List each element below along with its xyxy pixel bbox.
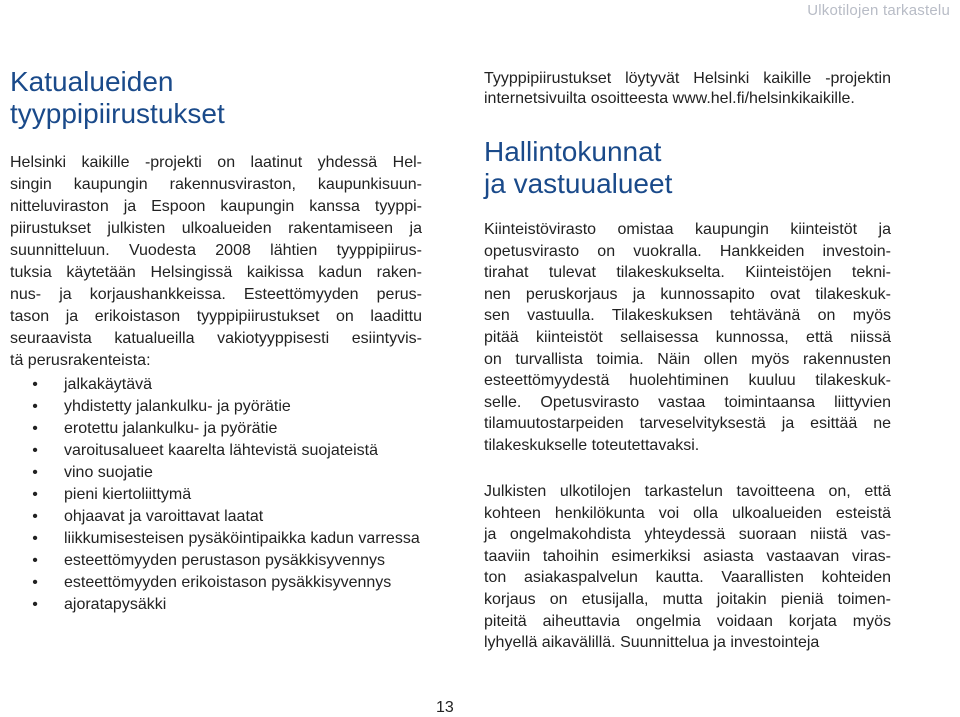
list-item-text: esteettömyyden erikoistason pysäkkisyvennys [64, 574, 392, 591]
paragraph-line: korjaus on etusijalla, mutta joitakin pieniä toimen- [484, 590, 891, 608]
page-title-line-2: tyyppipiirustukset [10, 98, 225, 129]
list-item [30, 396, 430, 418]
bullet-dot-icon: • [32, 442, 38, 459]
paragraph-line: tirahat tulevat tilakeskukselta. Kiinteistöjen tekni- [484, 264, 891, 282]
bullet-dot-icon: • [32, 596, 38, 613]
paragraph-line: kohteen henkilökunta voi olla ulkoalueiden esteistä [484, 504, 891, 522]
list-item-text: yhdistetty jalankulku- ja pyörätie [64, 398, 291, 415]
list-item-text: jalkakäytävä [64, 376, 153, 393]
paragraph-line: ton asiakaspalvelun kautta. Vaarallisten kohteiden [484, 569, 891, 587]
list-item-text: ajoratapysäkki [64, 596, 167, 613]
list-item [30, 418, 430, 440]
paragraph-line: taaviin tahoihin esimerkiksi asiasta vastaavan viras- [484, 547, 891, 565]
bullet-dot-icon: • [32, 376, 38, 393]
paragraph-line: tilakeskukselle toteutettavaksi. [484, 436, 700, 454]
paragraph-line: opetusvirasto on vuokralla. Hankkeiden investoin- [484, 242, 891, 260]
paragraph-line: lyhyellä aikavälillä. Suunnittelua ja investointeja [484, 634, 820, 652]
paragraph-line: esteettömyydestä huolehtiminen kuuluu tilakeskuk- [484, 372, 891, 390]
paragraph-line: on turvallista toimia. Näin ollen myös rakennusten [484, 350, 891, 368]
bullet-dot-icon: • [32, 486, 38, 503]
list-item-text: varoitusalueet kaarelta lähtevistä suojateistä [64, 442, 378, 459]
paragraph-line: tä perusrakenteista: [10, 352, 151, 369]
list-item [30, 440, 430, 462]
bullet-dot-icon: • [32, 508, 38, 525]
list-item [30, 550, 430, 572]
page-number: 13 [436, 699, 454, 716]
paragraph-line: Julkisten ulkotilojen tarkastelun tavoitteena on, että [484, 483, 891, 500]
list-item-text: erotettu jalankulku- ja pyörätie [64, 420, 278, 437]
section-header-label: Ulkotilojen tarkastelu [807, 2, 950, 19]
structure-bullet-list [30, 374, 430, 616]
list-item [30, 528, 430, 550]
paragraph-line: sen vastuulla. Tilakeskuksen tehtävänä on myös [484, 307, 891, 325]
list-item-text: pieni kiertoliittymä [64, 486, 192, 503]
section-heading-line-2: ja vastuualueet [484, 168, 673, 199]
bullet-dot-icon: • [32, 420, 38, 437]
paragraph-line: piteitä aiheuttavia ongelmia voidaan korjata myös [484, 612, 891, 630]
paragraph-line: seuraavista katualueilla vakiotyyppisesti esiintyvis- [10, 330, 422, 347]
bullet-dot-icon: • [32, 574, 38, 591]
list-item-text: esteettömyyden perustason pysäkkisyvennys [64, 552, 386, 569]
paragraph-line: piirustukset julkisten ulkoalueiden rakentamiseen ja [10, 220, 422, 237]
list-item [30, 506, 430, 528]
paragraph-line: selle. Opetusvirasto vastaa toimintaansa liittyvien [484, 393, 891, 411]
list-item [30, 594, 430, 616]
paragraph-line: nitteluviraston ja Espoon kaupungin kanssa tyyppi- [10, 198, 422, 215]
inspection-goal-paragraph [484, 481, 891, 654]
paragraph-line: nen peruskorjaus ja kunnossapito ovat tilakeskuk- [484, 285, 891, 303]
paragraph-line: Tyyppipiirustukset löytyvät Helsinki kaikille -projektin [484, 70, 891, 87]
bullet-dot-icon: • [32, 530, 38, 547]
paragraph-line: singin kaupungin rakennusviraston, kaupunkisuun- [10, 176, 422, 193]
list-item-text: liikkumisesteisen pysäköintipaikka kadun varressa [64, 530, 420, 547]
list-item [30, 572, 430, 594]
paragraph-line: suunnitteluun. Vuodesta 2008 lähtien tyyppipiirus- [10, 242, 422, 259]
responsibilities-paragraph [484, 219, 891, 457]
list-item [30, 374, 430, 396]
drawings-location-paragraph [484, 69, 891, 109]
list-item-text: vino suojatie [64, 464, 153, 481]
paragraph-line: Kiinteistövirasto omistaa kaupungin kiinteistöt ja [484, 221, 891, 238]
list-item [30, 462, 430, 484]
bullet-dot-icon: • [32, 464, 38, 481]
paragraph-line: tason ja erikoistason tyyppipiirustukset on laadittu [10, 308, 422, 325]
paragraph-line: nus- ja korjaushankkeissa. Esteettömyyden perus- [10, 286, 422, 303]
page-title [10, 66, 422, 130]
list-item-text: ohjaavat ja varoittavat laatat [64, 508, 264, 525]
intro-paragraph [10, 152, 422, 372]
paragraph-line: tuksia käytetään Helsingissä kaikissa kadun raken- [10, 264, 422, 281]
paragraph-line: ja ongelmakohdista yhteydessä suoraan niistä vas- [484, 526, 891, 544]
paragraph-line: Helsinki kaikille -projekti on laatinut yhdessä Hel- [10, 154, 422, 171]
bullet-dot-icon: • [32, 398, 38, 415]
section-heading-line-1: Hallintokunnat [484, 136, 662, 167]
paragraph-line: pitää kiinteistöt sellaisessa kunnossa, että niissä [484, 328, 891, 346]
paragraph-line: tilamuutostarpeiden tarveselvityksestä ja esittää ne [484, 415, 891, 433]
section-heading-responsibilities [484, 136, 891, 200]
list-item [30, 484, 430, 506]
bullet-dot-icon: • [32, 552, 38, 569]
page-title-line-1: Katualueiden [10, 66, 174, 97]
paragraph-line: internetsivuilta osoitteesta www.hel.fi/helsinkikaikille. [484, 90, 855, 107]
